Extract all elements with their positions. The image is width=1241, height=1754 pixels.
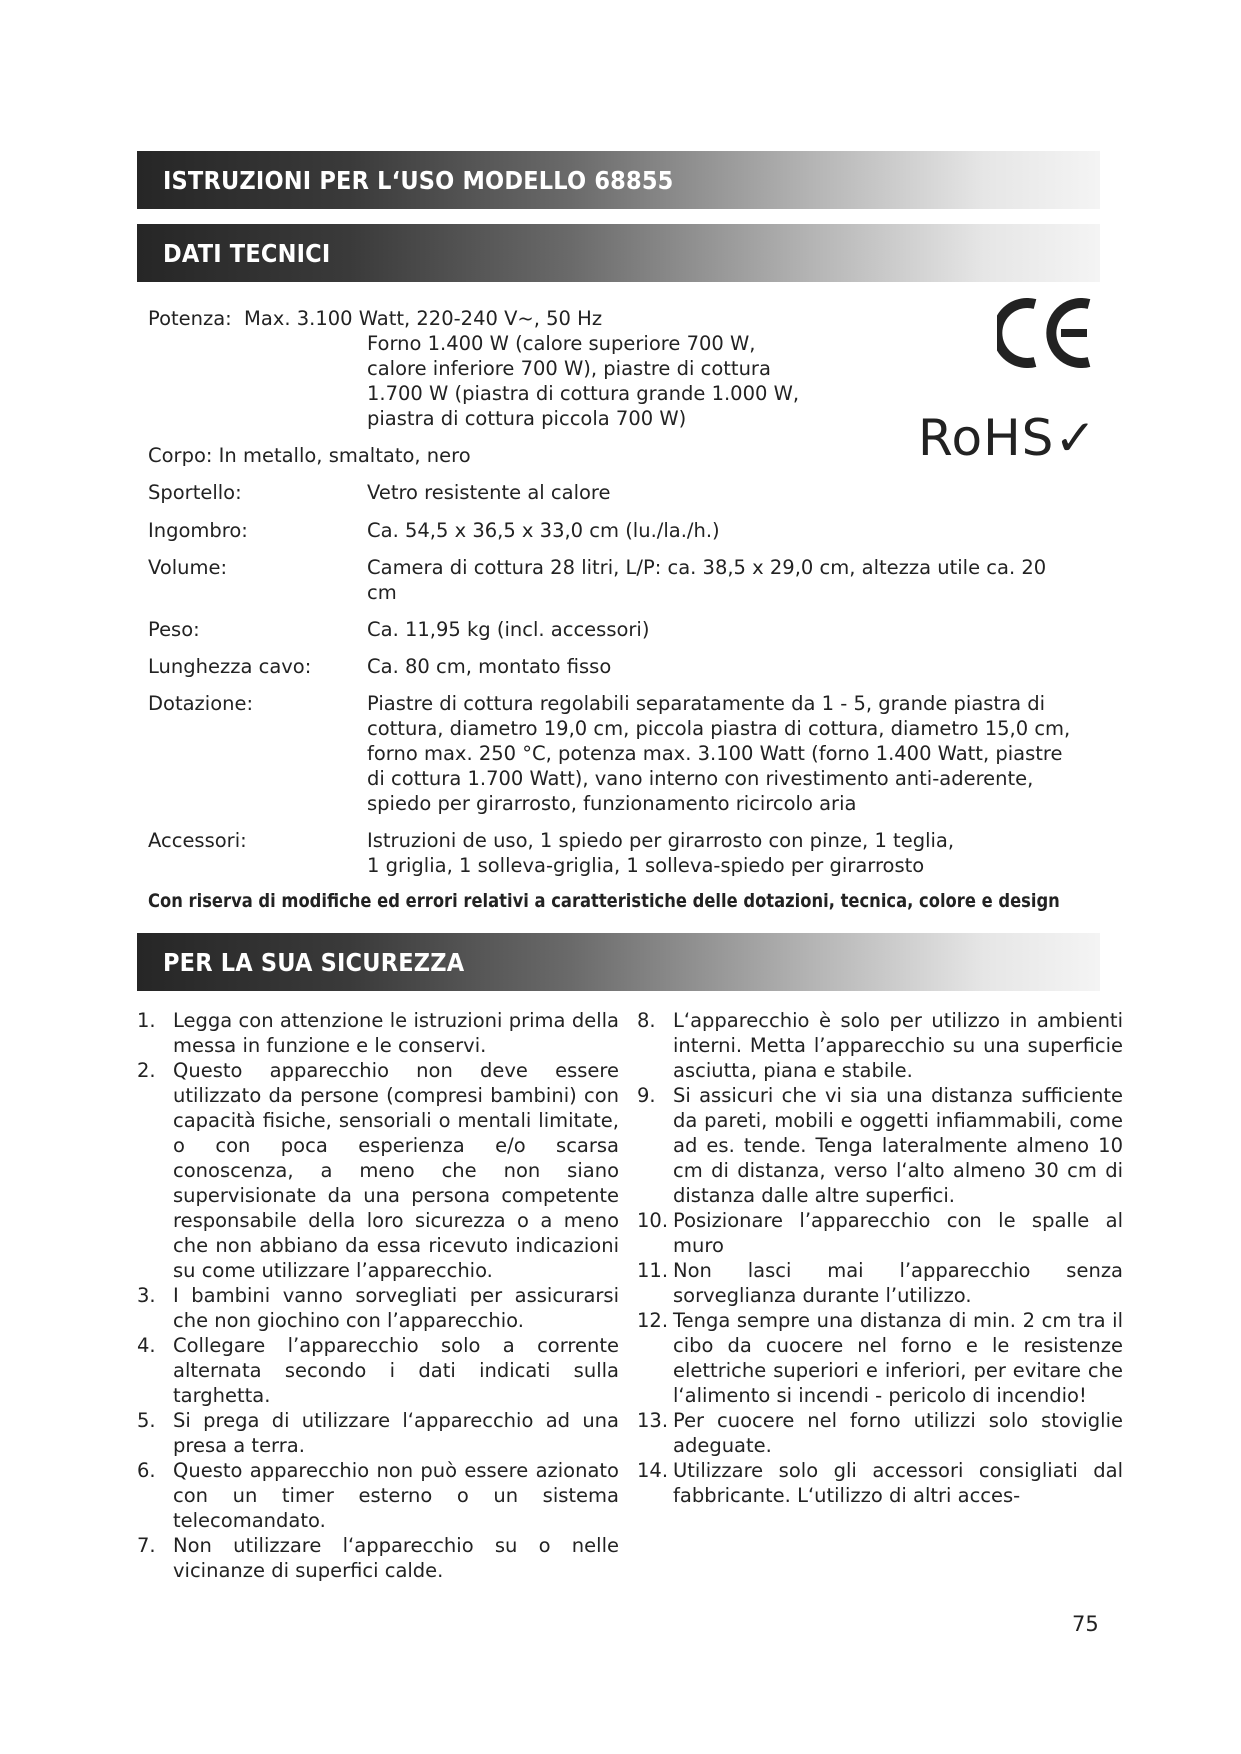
size-label: Ingombro:: [148, 519, 248, 542]
page-number: 75: [1072, 1612, 1099, 1636]
rohs-text: RoHS: [918, 409, 1055, 467]
list-item: 4. Collegare l’apparecchio solo a corrente alternata secondo i dati indicati sulla targhetta.: [137, 1334, 619, 1407]
door-value: Vetro resistente al calore: [367, 481, 611, 504]
list-item: 11. Non lasci mai l’apparecchio senza sorveglianza durante l’utilizzo.: [637, 1259, 1123, 1307]
cable-label: Lunghezza cavo:: [148, 655, 312, 678]
list-item: 8. L‘apparecchio è solo per utilizzo in ambienti interni. Metta l’apparecchio su una superficie asciutta, piana e stabile.: [637, 1009, 1123, 1082]
rohs-mark: [918, 410, 1097, 466]
list-item: 13. Per cuocere nel forno utilizzi solo stoviglie adeguate.: [637, 1409, 1123, 1457]
safety-list-right: [637, 1008, 1123, 1508]
power-value-line1: Max. 3.100 Watt, 220-240 V~, 50 Hz: [244, 307, 603, 330]
weight-label: Peso:: [148, 618, 200, 641]
tech-data-heading: DATI TECNICI: [163, 238, 331, 268]
size-value: Ca. 54,5 x 36,5 x 33,0 cm (lu./la./h.): [367, 519, 720, 542]
accessories-value: Istruzioni de uso, 1 spiedo per girarrosto con pinze, 1 teglia, 1 griglia, 1 solleva-griglia, 1 solleva-spiedo per girarrosto: [367, 829, 955, 877]
list-item: 10. Posizionare l’apparecchio con le spalle al muro: [637, 1209, 1123, 1257]
list-item: 3. I bambini vanno sorvegliati per assicurarsi che non giochino con l’apparecchio.: [137, 1284, 619, 1332]
power-label: Potenza:: [148, 307, 232, 330]
list-item: 1. Legga con attenzione le istruzioni prima della messa in funzione e le conservi.: [137, 1009, 619, 1057]
cable-value: Ca. 80 cm, montato fisso: [367, 655, 612, 678]
safety-list-left: [137, 1008, 619, 1583]
weight-value: Ca. 11,95 kg (incl. accessori): [367, 618, 650, 641]
list-item: 6. Questo apparecchio non può essere azionato con un timer esterno o un sistema telecomandato.: [137, 1459, 619, 1532]
door-label: Sportello:: [148, 481, 242, 504]
disclaimer-note: Con riserva di modifiche ed errori relativi a caratteristiche delle dotazioni, tecnica, colore e design: [148, 890, 1060, 912]
list-item: 2. Questo apparecchio non deve essere utilizzato da persone (compresi bambini) con capacità fisiche, sensoriali o mentali limitate, o con poca esperienza e/o scarsa conoscenza, a meno che non siano supervisionate da una persona competente responsabile della loro sicurezza o a meno che non abbiano da essa ricevuto indicazioni su come utilizzare l’apparecchio.: [137, 1059, 619, 1282]
check-icon: ✓: [1054, 409, 1098, 467]
title-banner: [137, 151, 1100, 209]
equipment-label: Dotazione:: [148, 692, 254, 715]
list-item: 7. Non utilizzare l‘apparecchio su o nelle vicinanze di superfici calde.: [137, 1534, 619, 1582]
list-item: 5. Si prega di utilizzare l‘apparecchio ad una presa a terra.: [137, 1409, 619, 1457]
body-spec: Corpo: In metallo, smaltato, nero: [148, 444, 471, 467]
list-item: 14. Utilizzare solo gli accessori consigliati dal fabbricante. L‘utilizzo di altri acces-: [637, 1459, 1123, 1507]
power-value-line5: piastra di cottura piccola 700 W): [367, 407, 687, 430]
volume-value: Camera di cottura 28 litri, L/P: ca. 38,5 x 29,0 cm, altezza utile ca. 20 cm: [367, 556, 1047, 604]
safety-banner: [137, 933, 1100, 991]
list-item: 12. Tenga sempre una distanza di min. 2 cm tra il cibo da cuocere nel forno e le resistenze elettriche superiori e inferiori, per evitare che l‘alimento si incendi - pericolo di incendio!: [637, 1309, 1123, 1407]
accessories-label: Accessori:: [148, 829, 247, 852]
ce-mark-icon: [997, 298, 1095, 368]
page-title: ISTRUZIONI PER L‘USO MODELLO 68855: [163, 165, 674, 195]
power-value-line3: calore inferiore 700 W), piastre di cottura: [367, 357, 771, 380]
power-value-line2: Forno 1.400 W (calore superiore 700 W,: [367, 332, 756, 355]
safety-heading: PER LA SUA SICUREZZA: [163, 947, 465, 977]
power-value-line4: 1.700 W (piastra di cottura grande 1.000 W,: [367, 382, 800, 405]
equipment-value: Piastre di cottura regolabili separatamente da 1 - 5, grande piastra di cottura, diametro 19,0 cm, piccola piastra di cottura, diametro 15,0 cm, forno max. 250 °C, potenza max. 3.100 Watt (forno 1.400 Watt, piastre di cottura 1.700 Watt), vano interno con rivestimento anti-aderente, spiedo per girarrosto, funzionamento ricircolo aria: [367, 692, 1071, 815]
tech-data-banner: [137, 224, 1100, 282]
volume-label: Volume:: [148, 556, 228, 579]
list-item: 9. Si assicuri che vi sia una distanza sufficiente da pareti, mobili e oggetti infiammabili, come ad es. tende. Tenga lateralmente almeno 10 cm di distanza, verso l‘alto almeno 30 cm di distanza dalle altre superfici.: [637, 1084, 1123, 1207]
